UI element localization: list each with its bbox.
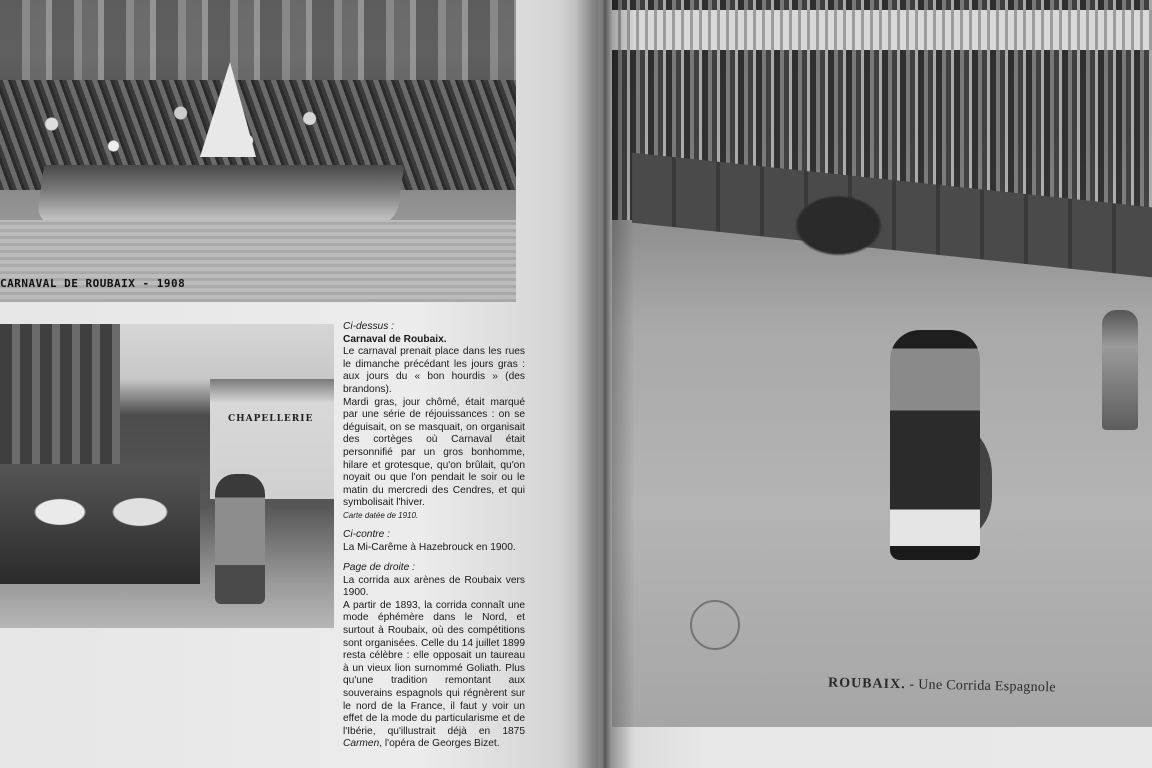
- caption-text-column: [343, 321, 525, 751]
- photo-torero: [890, 330, 980, 560]
- caption-city: ROUBAIX.: [827, 675, 906, 693]
- mi-careme-photo: [0, 324, 334, 628]
- photo-arena-roof: [612, 10, 1152, 50]
- ci-contre-text: La Mi-Carême à Hazebrouck en 1900.: [343, 541, 516, 553]
- page-droite-label: Page de droite :: [343, 562, 415, 574]
- book-gutter: [575, 0, 635, 768]
- carnaval-roubaix-photo: [0, 0, 516, 302]
- corrida-photo: [612, 0, 1152, 727]
- carmen-title: Carmen: [343, 738, 380, 750]
- photo-man: [215, 474, 265, 604]
- spacer: [343, 554, 525, 562]
- photo-oxen: [0, 464, 200, 584]
- ci-dessus-label: Ci-dessus :: [343, 321, 394, 332]
- caption-description: - Une Corrida Espagnole: [905, 677, 1057, 696]
- postmark-stamp: [690, 600, 740, 650]
- photo-boat-float: [36, 165, 404, 225]
- ci-dessus-paragraph-1: Le carnaval prenait place dans les rues le dimanche précédant les jours gras : aux jours du « bon hourdis » (des brandons).: [343, 346, 525, 395]
- page-droite-para2-end: , l'opéra de Georges Bizet.: [379, 738, 500, 750]
- ci-dessus-note: Carte datée de 1910.: [343, 510, 419, 520]
- shop-sign-text: CHAPELLERIE: [228, 414, 314, 424]
- photo-horse-rider: [780, 185, 910, 275]
- ci-dessus-heading: Carnaval de Roubaix.: [343, 333, 447, 345]
- page-droite-paragraph-1: La corrida aux arènes de Roubaix vers 1900.: [343, 574, 525, 599]
- photo-second-figure: [1102, 310, 1138, 430]
- page-droite-paragraph-2: [343, 600, 525, 751]
- top-photo-caption: CARNAVAL DE ROUBAIX - 1908: [0, 277, 186, 290]
- ci-dessus-paragraph-2: Mardi gras, jour chômé, était marqué par une série de réjouissances : on se déguisait, on se masquait, on organisait des cortèges où Carnaval était personnifié par un gros bonhomme, hilare et grotesque, qu'on brûlait, qu'on noyait ou que l'on pendait le soir ou le matin du mercredi des Cendres, et qui symbolisait l'hiver.: [343, 396, 525, 509]
- photo-sail: [200, 62, 256, 157]
- page-droite-para2-start: A partir de 1893, la corrida connaît une mode éphémère dans le Nord, et surtout à Roubaix, où des compétitions sont organisées. Celle du 14 juillet 1899 resta célèbre : elle opposait un taureau à un vieux lion surnommé Goliath. Plus qu'une tradition remontant aux souverains espagnols qui régnèrent sur le nord de la France, il faut y voir un effet de la mode du particularisme et de l'Ibérie, qu'illustrait déjà en 1875: [343, 599, 525, 737]
- ci-contre-label: Ci-contre :: [343, 528, 390, 540]
